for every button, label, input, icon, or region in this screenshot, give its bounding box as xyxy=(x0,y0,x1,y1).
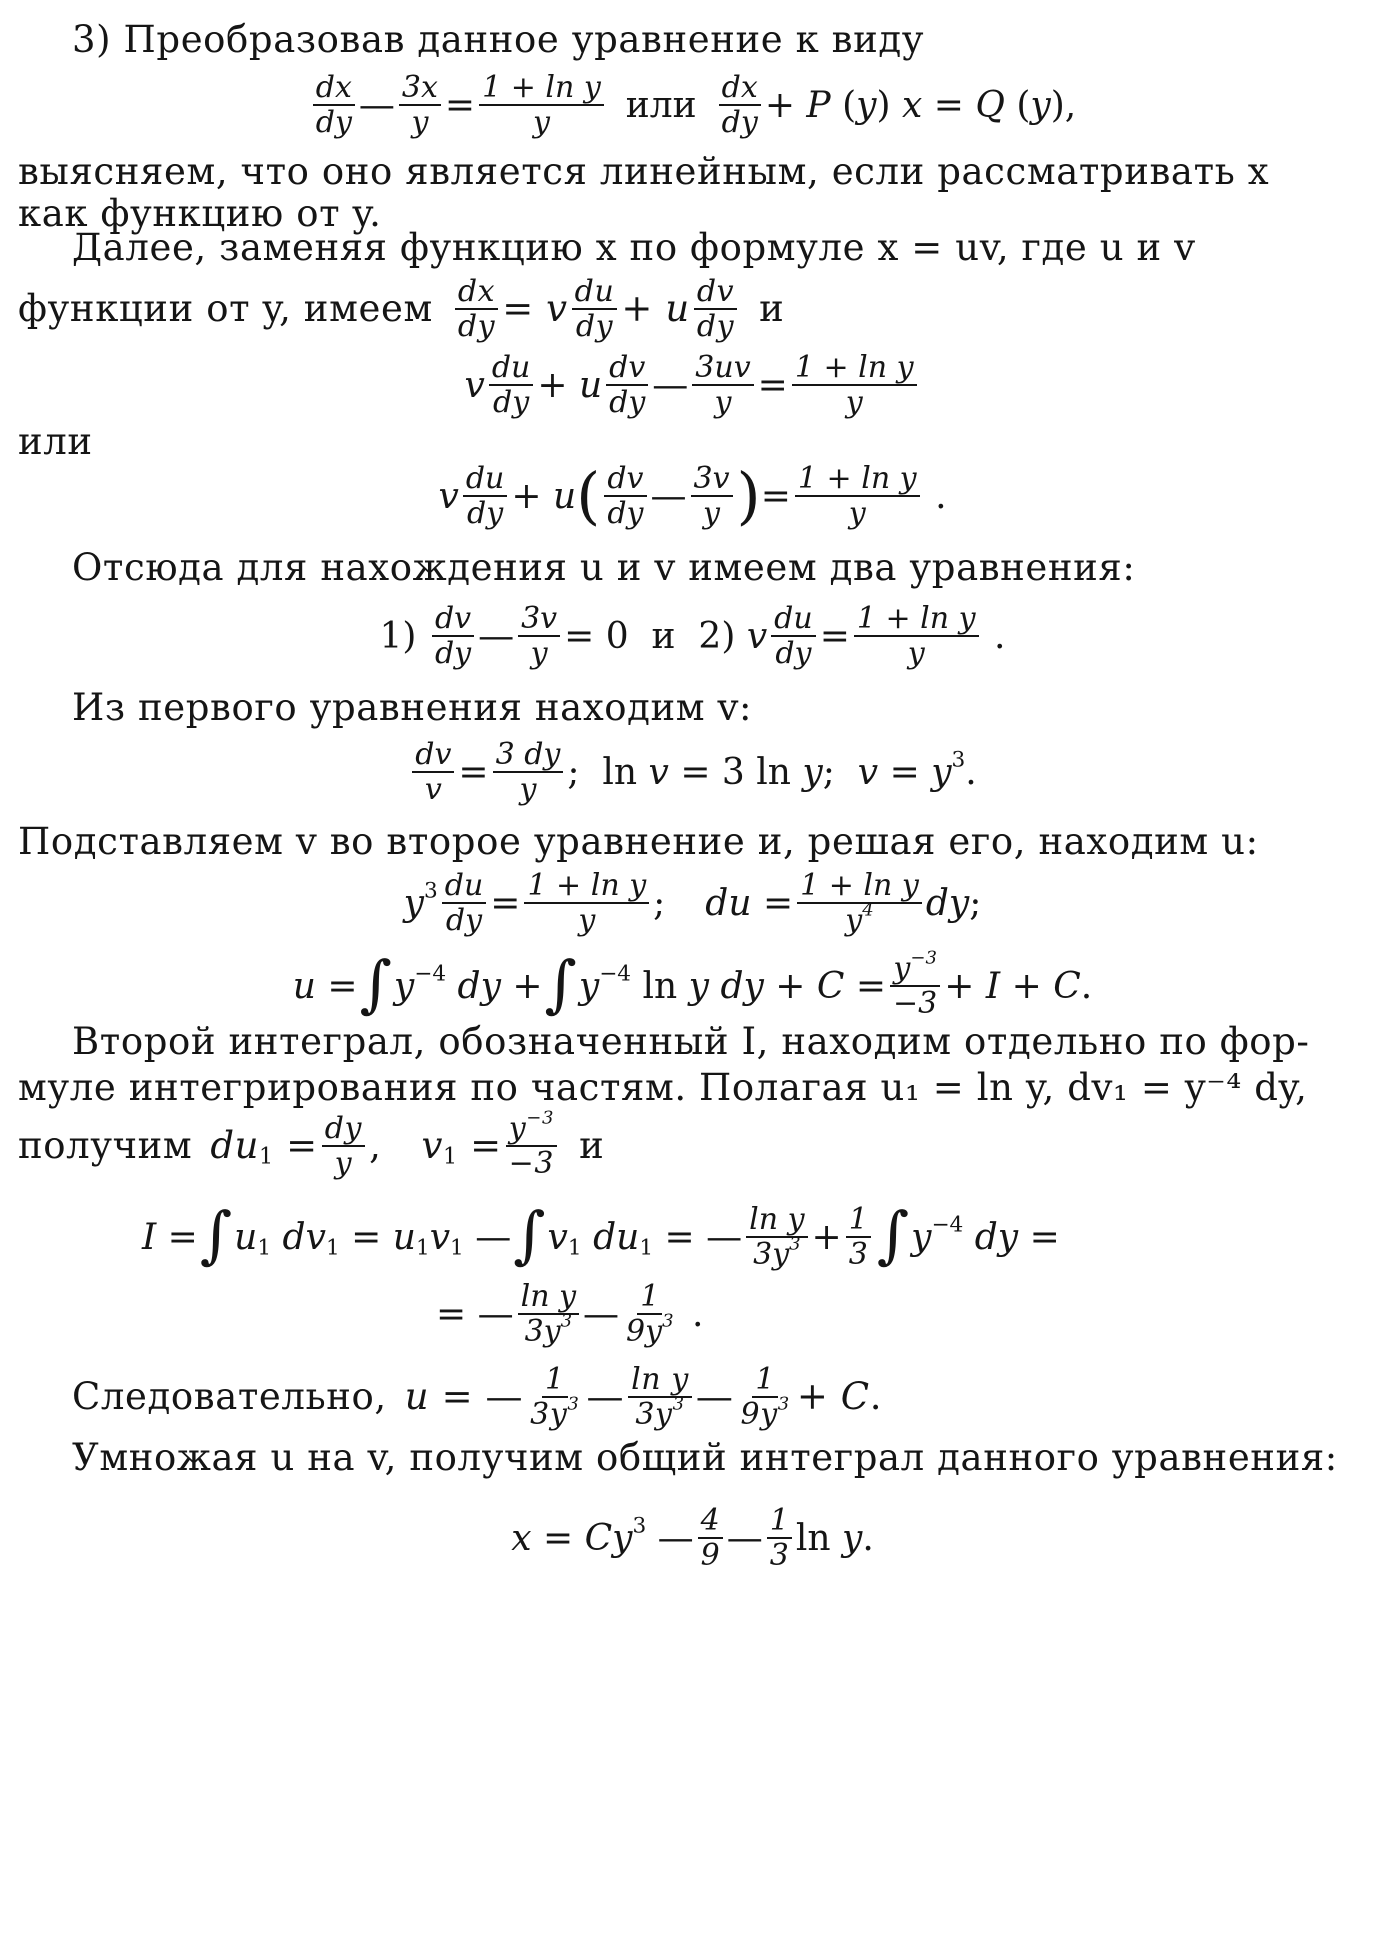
obtain-text: получим xyxy=(18,1124,193,1167)
paragraph-second-integral-2: муле интегрирования по частям. Полагая u₁ = ln y, dv₁ = y⁻⁴ dy, xyxy=(18,1066,1308,1109)
paragraph-linear-1: выясняем, что оно является линейным, если рассматривать x xyxy=(18,150,1270,193)
paragraph-linear-2: как функцию от y. xyxy=(18,192,382,235)
substitution-and: и xyxy=(759,287,785,330)
substitution-text: функции от y, имеем xyxy=(18,287,433,330)
find-u-text: Подставляем v во второе уравнение и, решая его, находим u: xyxy=(18,820,1259,863)
equation-5: $\frac{dv}{v}$ = $\frac{3 dy}{y}$ ; ln v = 3 ln y; $v = y^3$. xyxy=(0,736,1385,808)
equation-1: $\frac{dx}{dy}$ — $\frac{3x}{y}$ = $\frac{\text{1 + ln y}}{y}$ или $\frac{dx}{dy}$ + P (y) x = Q (y), xyxy=(0,70,1385,140)
paragraph-substitution-2: функции от y, имеем $\frac{dx}{dy}$ = v $\frac{du}{dy}$ + u $\frac{dv}{dy}$ и xyxy=(18,274,785,344)
paragraph-consequently: Следовательно, u = — $\frac{1}{3y^3}$ — $\frac{\text{ln y}}{3y^3}$ — $\frac{1}{9y^3}$ + C. xyxy=(72,1362,883,1432)
equation-7: u = ∫ $y^{-4}$ dy + ∫ $y^{-4}$ ln y dy + C = $\frac{y^{-3}}{-3}$ + I + C. xyxy=(292,947,1093,1021)
paragraph-second-integral-3: получим $du_1$ = $\frac{dy}{y}$ , $v_1$ = $\frac{y^{-3}}{-3}$ и xyxy=(18,1107,605,1181)
paragraph-find-u xyxy=(18,818,1370,866)
consequently-text: Следовательно, xyxy=(72,1375,387,1418)
equation-6: $y^3$ $\frac{du}{dy}$ = $\frac{\text{1 + ln y}}{y}$ ; du = $\frac{\text{1 + ln y}}{y^4}$ dy; xyxy=(403,868,982,938)
equation-3: v $\frac{du}{dy}$ + u ( $\frac{dv}{dy}$ — $\frac{3v}{y}$ ) = $\frac{\text{1 + ln y}}{y}$ . xyxy=(438,459,947,532)
paragraph-second-integral-1 xyxy=(72,1018,1370,1066)
equation-final: $x = Cy^3$ — $\frac{4}{9}$ — $\frac{1}{3}$ ln y. xyxy=(511,1503,874,1573)
obtain-and: и xyxy=(579,1124,605,1167)
paragraph-find-v: Из первого уравнения находим v: xyxy=(72,686,753,729)
equation-8: I = ∫ $u_1$ $dv_1 = u_1v_1$ — ∫ $v_1$ $du_1$ = — $\frac{\text{ln y}}{3y^3}$ + $\frac{1}{3}$ ∫ $y^{-4}$ dy = xyxy=(142,1198,1060,1272)
equation-2: v $\frac{du}{dy}$ + u $\frac{dv}{dy}$ — $\frac{3uv}{y}$ = $\frac{\text{1 + ln y}}{y}$ xyxy=(0,350,1385,420)
paragraph-multiply: Умножая u на v, получим общий интеграл данного уравнения: xyxy=(72,1436,1338,1479)
paragraph-substitution-1: Далее, заменяя функцию x по формуле x = uv, где u и v xyxy=(72,226,1196,269)
second-integral-text: Второй интеграл, обозначенный I, находим отдельно по фор- xyxy=(72,1020,1310,1063)
word-or: или xyxy=(18,420,93,463)
paragraph-intro: 3) Преобразовав данное уравнение к виду xyxy=(72,18,925,61)
paragraph-two-equations: Отсюда для нахождения u и v имеем два уравнения: xyxy=(72,546,1136,589)
equation-9: = — $\frac{\text{ln y}}{3y^3}$ — $\frac{1}{9y^3}$ . xyxy=(436,1279,704,1349)
eq1-or: или xyxy=(625,84,697,126)
equation-4: 1) $\frac{dv}{dy}$ — $\frac{3v}{y}$ = 0 и 2) v $\frac{du}{dy}$ = $\frac{\text{1 + ln y}}{y}$ . xyxy=(379,601,1006,671)
